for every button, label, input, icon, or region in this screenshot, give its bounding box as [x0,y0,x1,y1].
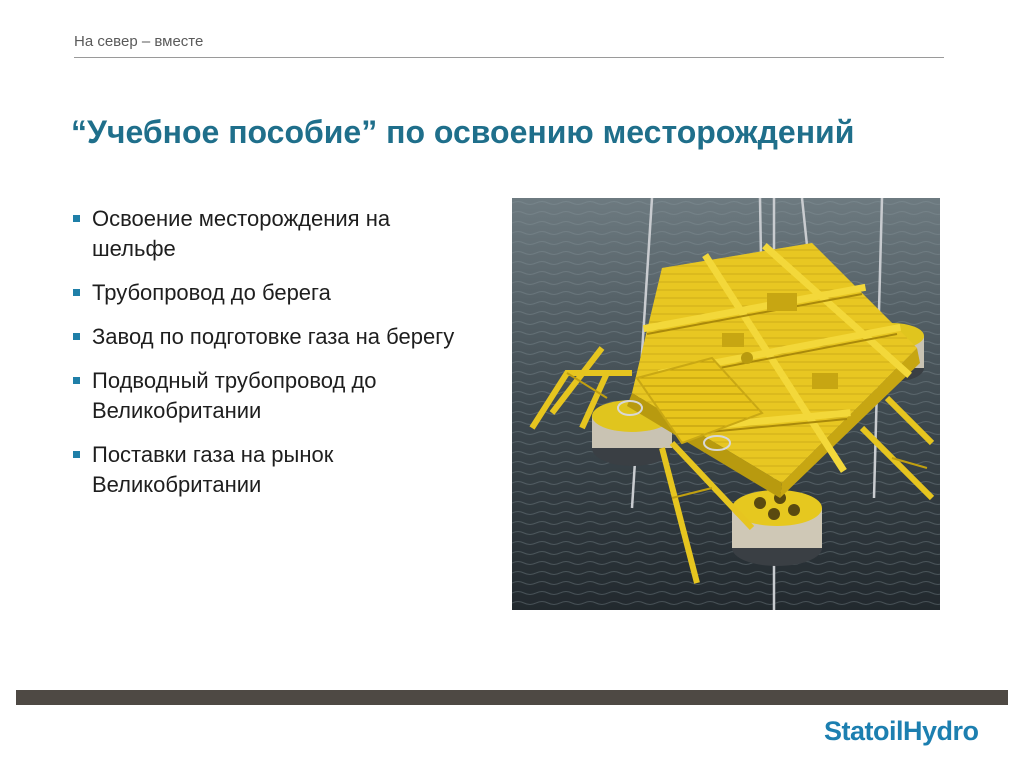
subsea-template-photo [512,198,940,610]
bullet-list [72,204,472,514]
bullet-item: Освоение месторождения на шельфе [72,204,472,264]
header-divider [74,57,944,58]
bullet-item: Завод по подготовке газа на берегу [72,322,472,352]
header-tagline: На север – вместе [74,33,204,50]
footer-bar [16,690,1008,705]
bullet-item: Трубопровод до берега [72,278,472,308]
bullet-item: Поставки газа на рынок Великобритании [72,440,472,500]
slide-title: “Учебное пособие” по освоению месторождений [71,114,855,150]
statoilhydro-logo: StatoilHydro [824,716,979,746]
bullet-item: Подводный трубопровод до Великобритании [72,366,472,426]
